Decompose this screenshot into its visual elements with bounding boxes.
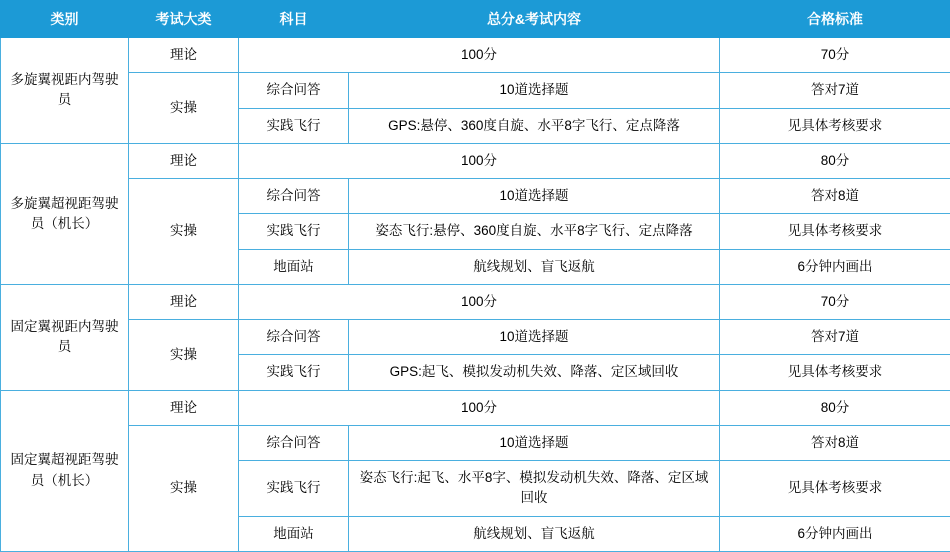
table-row [1, 284, 950, 319]
table-row [1, 38, 950, 73]
cell-exam-type: 理论 [129, 284, 239, 319]
cell-standard: 70分 [720, 284, 950, 319]
cell-standard: 见具体考核要求 [720, 214, 950, 249]
table-row [1, 143, 950, 178]
column-header-category: 类别 [1, 1, 129, 38]
cell-content: 100分 [239, 143, 720, 178]
table-body [1, 38, 950, 552]
cell-standard: 见具体考核要求 [720, 108, 950, 143]
cell-subject: 地面站 [239, 249, 349, 284]
cell-standard: 见具体考核要求 [720, 355, 950, 390]
cell-exam-type: 实操 [129, 179, 239, 285]
cell-subject: 地面站 [239, 516, 349, 551]
table-header-row [1, 1, 950, 38]
cell-content: 航线规划、盲飞返航 [349, 516, 720, 551]
cell-content: 100分 [239, 390, 720, 425]
table-row [1, 73, 950, 108]
cell-standard: 80分 [720, 143, 950, 178]
cell-subject: 实践飞行 [239, 461, 349, 517]
cell-content: 100分 [239, 38, 720, 73]
cell-content: 100分 [239, 284, 720, 319]
cell-content: 姿态飞行:悬停、360度自旋、水平8字飞行、定点降落 [349, 214, 720, 249]
cell-content: GPS:悬停、360度自旋、水平8字飞行、定点降落 [349, 108, 720, 143]
cell-standard: 6分钟内画出 [720, 249, 950, 284]
cell-standard: 80分 [720, 390, 950, 425]
table-row [1, 390, 950, 425]
cell-exam-type: 实操 [129, 320, 239, 391]
cell-category: 固定翼超视距驾驶员（机长） [1, 390, 129, 551]
cell-exam-type: 理论 [129, 38, 239, 73]
cell-content: 姿态飞行:起飞、水平8字、模拟发动机失效、降落、定区域回收 [349, 461, 720, 517]
cell-category: 固定翼视距内驾驶员 [1, 284, 129, 390]
cell-content: GPS:起飞、模拟发动机失效、降落、定区域回收 [349, 355, 720, 390]
cell-subject: 实践飞行 [239, 355, 349, 390]
cell-exam-type: 理论 [129, 143, 239, 178]
cell-exam-type: 理论 [129, 390, 239, 425]
cell-category: 多旋翼超视距驾驶员（机长） [1, 143, 129, 284]
table-row [1, 320, 950, 355]
cell-content: 10道选择题 [349, 320, 720, 355]
table-header [1, 1, 950, 38]
cell-standard: 70分 [720, 38, 950, 73]
table-row [1, 425, 950, 460]
column-header-content: 总分&考试内容 [349, 1, 720, 38]
column-header-subject: 科目 [239, 1, 349, 38]
cell-category: 多旋翼视距内驾驶员 [1, 38, 129, 144]
cell-standard: 答对8道 [720, 179, 950, 214]
cell-content: 10道选择题 [349, 425, 720, 460]
table-row [1, 179, 950, 214]
cell-content: 10道选择题 [349, 179, 720, 214]
cell-standard: 6分钟内画出 [720, 516, 950, 551]
cell-standard: 答对7道 [720, 320, 950, 355]
cell-subject: 综合问答 [239, 73, 349, 108]
cell-standard: 答对8道 [720, 425, 950, 460]
column-header-standard: 合格标准 [720, 1, 950, 38]
cell-subject: 综合问答 [239, 320, 349, 355]
cell-subject: 实践飞行 [239, 214, 349, 249]
cell-subject: 综合问答 [239, 179, 349, 214]
cell-exam-type: 实操 [129, 73, 239, 144]
cell-subject: 综合问答 [239, 425, 349, 460]
cell-standard: 答对7道 [720, 73, 950, 108]
cell-subject: 实践飞行 [239, 108, 349, 143]
cell-content: 航线规划、盲飞返航 [349, 249, 720, 284]
column-header-exam-type: 考试大类 [129, 1, 239, 38]
cell-standard: 见具体考核要求 [720, 461, 950, 517]
cell-exam-type: 实操 [129, 425, 239, 551]
cell-content: 10道选择题 [349, 73, 720, 108]
